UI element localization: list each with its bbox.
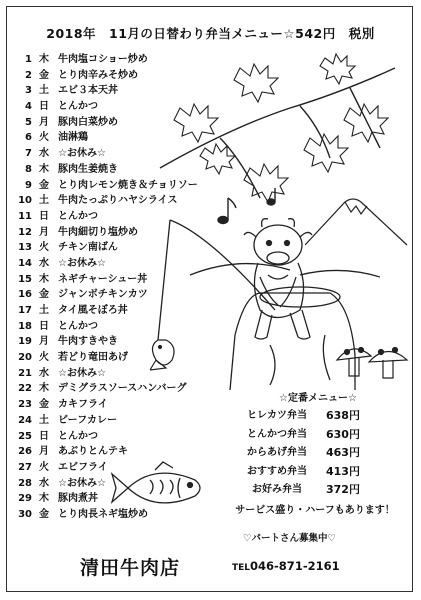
page-title: 2018年 11月の日替わり弁当メニュー☆542円 税別: [46, 26, 375, 41]
menu-item: 牛肉塩コショー炒め: [58, 54, 148, 65]
menu-day: 22: [18, 383, 32, 395]
regular-item-price: 463円: [326, 446, 360, 460]
menu-item: 若どり竜田あげ: [58, 352, 128, 364]
menu-weekday: 水: [39, 367, 49, 379]
regular-item-price: 630円: [326, 427, 360, 441]
regular-menu-item: [228, 444, 408, 463]
menu-item: とり肉長ネギ塩炒め: [58, 508, 148, 520]
menu-item: 豚肉生姜焼き: [58, 163, 118, 175]
menu-day: 19: [18, 336, 32, 348]
menu-day: 21: [18, 367, 32, 379]
menu-day: 2: [25, 69, 32, 81]
regular-item-price: 413円: [326, 464, 360, 478]
menu-weekday: 木: [39, 383, 49, 395]
shop-name: 清田牛肉店: [80, 557, 181, 579]
menu-item: エビフライ: [58, 461, 108, 473]
regular-menu: [228, 389, 408, 516]
menu-weekday: 月: [39, 226, 49, 238]
regular-menu-item: [228, 426, 408, 445]
menu-weekday: 火: [39, 352, 49, 364]
phone-number: [232, 559, 340, 573]
menu-weekday: 月: [39, 336, 49, 348]
menu-day: 11: [18, 210, 32, 222]
menu-item: デミグラスソースハンバーグ: [58, 383, 187, 395]
menu-weekday: 水: [39, 148, 49, 160]
menu-day: 20: [18, 352, 32, 364]
menu-item: とんかつ: [58, 101, 98, 113]
menu-day: 25: [18, 430, 32, 442]
menu-day: 23: [18, 399, 32, 411]
menu-weekday: 金: [39, 289, 49, 301]
menu-day: 18: [18, 320, 32, 332]
menu-weekday: 金: [39, 69, 49, 81]
menu-item: 油淋鶏: [58, 132, 88, 144]
menu-item: ビーフカレー: [58, 414, 117, 426]
menu-item: ☆お休み☆: [58, 367, 106, 379]
regular-menu-item: [228, 407, 408, 426]
menu-day: 15: [18, 273, 32, 285]
menu-day: 29: [18, 493, 32, 505]
menu-item: ジャンボチキンカツ: [58, 289, 148, 301]
menu-item: とり肉レモン焼き＆チョリソー: [58, 179, 198, 191]
menu-item: とんかつ: [58, 210, 98, 222]
menu-item: タイ風そぼろ丼: [58, 305, 128, 316]
menu-weekday: 木: [39, 54, 49, 65]
menu-day: 1: [25, 54, 32, 65]
menu-item: 牛肉たっぷりハヤシライス: [58, 195, 178, 207]
menu-item: とんかつ: [58, 430, 98, 442]
menu-weekday: 土: [39, 85, 49, 97]
menu-item: ネギチャーシュー丼: [58, 273, 148, 285]
menu-day: 13: [18, 242, 32, 254]
menu-weekday: 金: [39, 399, 49, 411]
menu-day: 4: [25, 101, 32, 113]
menu-weekday: 金: [39, 508, 49, 520]
regular-menu-item: [228, 463, 408, 482]
menu-day: 6: [25, 132, 32, 144]
menu-item: とり肉辛みそ炒め: [58, 69, 138, 81]
menu-item: エビ３本天丼: [58, 85, 118, 97]
menu-weekday: 金: [39, 179, 49, 191]
regular-item-name: お好み弁当: [252, 484, 302, 496]
menu-day: 9: [25, 179, 32, 191]
menu-weekday: 木: [39, 273, 49, 285]
menu-day: 28: [18, 477, 32, 489]
regular-item-name: ヒレカツ弁当: [247, 410, 307, 421]
menu-day: 16: [18, 289, 32, 301]
menu-day: 7: [25, 148, 32, 160]
menu-item: 豚肉煮丼: [58, 493, 98, 505]
menu-row: [12, 429, 198, 445]
menu-day: 5: [25, 116, 32, 128]
menu-day: 26: [18, 446, 32, 458]
tel-label: TEL: [232, 563, 251, 573]
mushroom-icon: [335, 338, 410, 383]
menu-row: [12, 397, 198, 413]
regular-item-name: おすすめ弁当: [246, 465, 308, 477]
regular-item-price: 372円: [326, 483, 360, 497]
menu-weekday: 日: [39, 101, 49, 113]
menu-weekday: 土: [39, 414, 49, 426]
menu-item: ☆お休み☆: [58, 257, 106, 269]
menu-day: 30: [18, 508, 32, 520]
menu-day: 27: [18, 461, 32, 473]
regular-item-name: とんかつ弁当: [247, 428, 307, 440]
menu-weekday: 木: [39, 493, 49, 505]
regular-item-price: 638円: [326, 409, 360, 422]
regular-menu-title: ☆定番メニュー☆: [279, 393, 357, 404]
menu-weekday: 水: [39, 477, 49, 489]
menu-item: 牛肉すきやき: [58, 336, 118, 348]
menu-weekday: 日: [39, 320, 49, 332]
menu-weekday: 月: [39, 446, 49, 458]
menu-weekday: 土: [39, 195, 49, 207]
menu-item: 豚肉白菜炒め: [58, 116, 118, 128]
service-note: サービス盛り・ハーフもあります！: [235, 504, 395, 516]
menu-day: 17: [18, 305, 32, 316]
tel-number: 046-871-2161: [250, 559, 340, 573]
menu-day: 10: [18, 195, 32, 207]
menu-item: とんかつ: [58, 320, 98, 332]
menu-item: チキン南ばん: [58, 242, 118, 254]
menu-weekday: 火: [39, 242, 49, 254]
menu-item: カキフライ: [58, 399, 108, 411]
menu-weekday: 日: [39, 210, 49, 222]
menu-item: ☆お休み☆: [58, 148, 106, 160]
menu-day: 8: [25, 163, 32, 175]
menu-weekday: 水: [39, 257, 49, 269]
menu-item: 牛肉細切り塩炒め: [58, 226, 138, 238]
menu-weekday: 火: [39, 132, 49, 144]
menu-weekday: 木: [39, 163, 49, 175]
menu-row: [12, 413, 198, 429]
menu-item: ☆お休み☆: [58, 477, 106, 489]
recruitment-notice: ♡パートさん募集中♡: [243, 533, 337, 544]
menu-day: 12: [18, 226, 32, 238]
regular-menu-item: [228, 481, 408, 500]
fish-icon: [110, 458, 225, 518]
menu-day: 24: [18, 414, 32, 426]
menu-item: あぶりとんテキ: [58, 446, 128, 458]
menu-weekday: 月: [39, 116, 49, 128]
regular-item-name: からあげ弁当: [247, 447, 307, 459]
menu-weekday: 日: [39, 430, 49, 442]
menu-weekday: 土: [39, 305, 49, 316]
menu-weekday: 火: [39, 461, 49, 473]
menu-day: 14: [18, 257, 32, 269]
menu-day: 3: [25, 85, 32, 97]
